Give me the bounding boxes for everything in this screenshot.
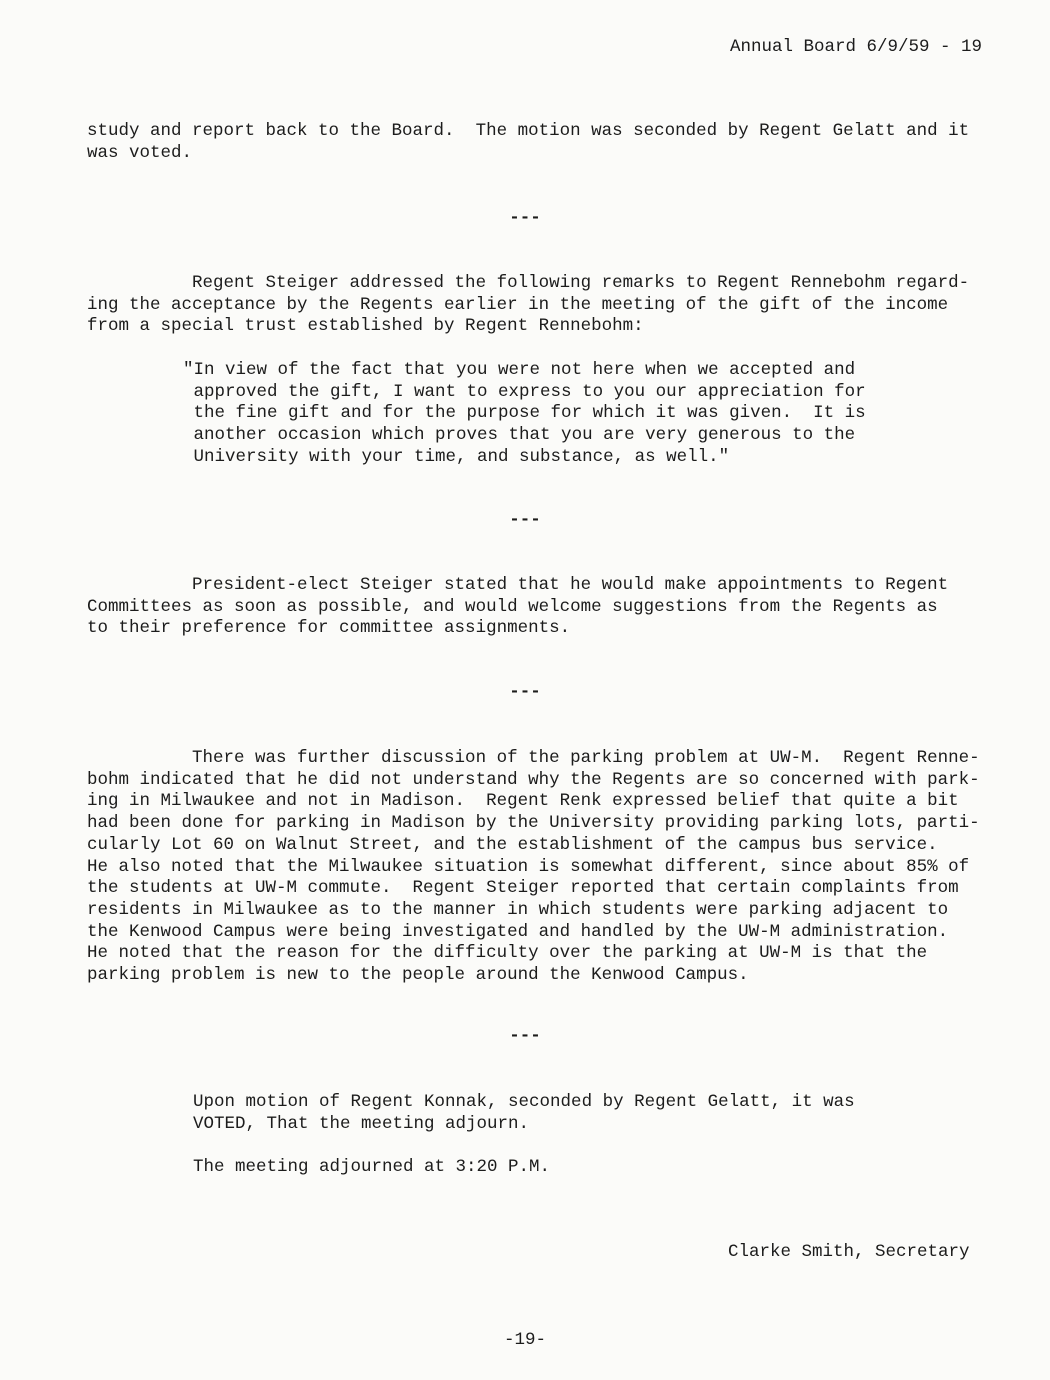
page-number: -19- <box>503 1330 546 1350</box>
paragraph-committee-appointments: President-elect Steiger stated that he would make appointments to Regent Committees as soon as possible, and would welcome suggestions from the Regents as to their preference for committee assignments. <box>87 575 949 639</box>
page-header: Annual Board 6/9/59 - 19 <box>729 37 982 57</box>
section-separator: --- <box>509 682 541 702</box>
paragraph-parking-discussion: There was further discussion of the parking problem at UW-M. Regent Renne- bohm indicated that he did not understand why the Regents are so concerned with park- ing in Milwaukee and not in Madison. Regent Renk expressed belief that quite a bit had been done for parking in Madison by the University providing parking lots, parti- cularly Lot 60 on Walnut Street, and the establishment of the campus bus service. He also noted that the Milwaukee situation is somewhat different, since about 85% of the students at UW-M commute. Regent Steiger reported that certain complaints from residents in Milwaukee as to the manner in which students were parking adjacent to the Kenwood Campus were being investigated and handled by the UW-M administration. He noted that the reason for the difficulty over the parking at UW-M is that the parking problem is new to the people around the Kenwood Campus. <box>87 748 980 986</box>
paragraph-motion-continued: study and report back to the Board. The motion was seconded by Regent Gelatt and it was voted. <box>87 121 970 163</box>
adjournment-time: The meeting adjourned at 3:20 P.M. <box>193 1157 551 1177</box>
section-separator: --- <box>509 208 541 228</box>
section-separator: --- <box>509 510 541 530</box>
quoted-remarks: "In view of the fact that you were not here when we accepted and approved the gift, I want to express to you our appreciation for the fine gift and for the purpose for which it was given. It is another occasion which proves that you are very generous to the University with your time, and substance, as well." <box>183 360 866 467</box>
secretary-signature: Clarke Smith, Secretary <box>728 1242 970 1262</box>
section-separator: --- <box>509 1026 541 1046</box>
paragraph-adjourn-motion: Upon motion of Regent Konnak, seconded by Regent Gelatt, it was VOTED, That the meeting adjourn. <box>193 1092 855 1134</box>
paragraph-steiger-remarks: Regent Steiger addressed the following remarks to Regent Rennebohm regard- ing the acceptance by the Regents earlier in the meeting of the gift of the income from a special trust established by Regent Rennebohm: <box>87 273 970 337</box>
